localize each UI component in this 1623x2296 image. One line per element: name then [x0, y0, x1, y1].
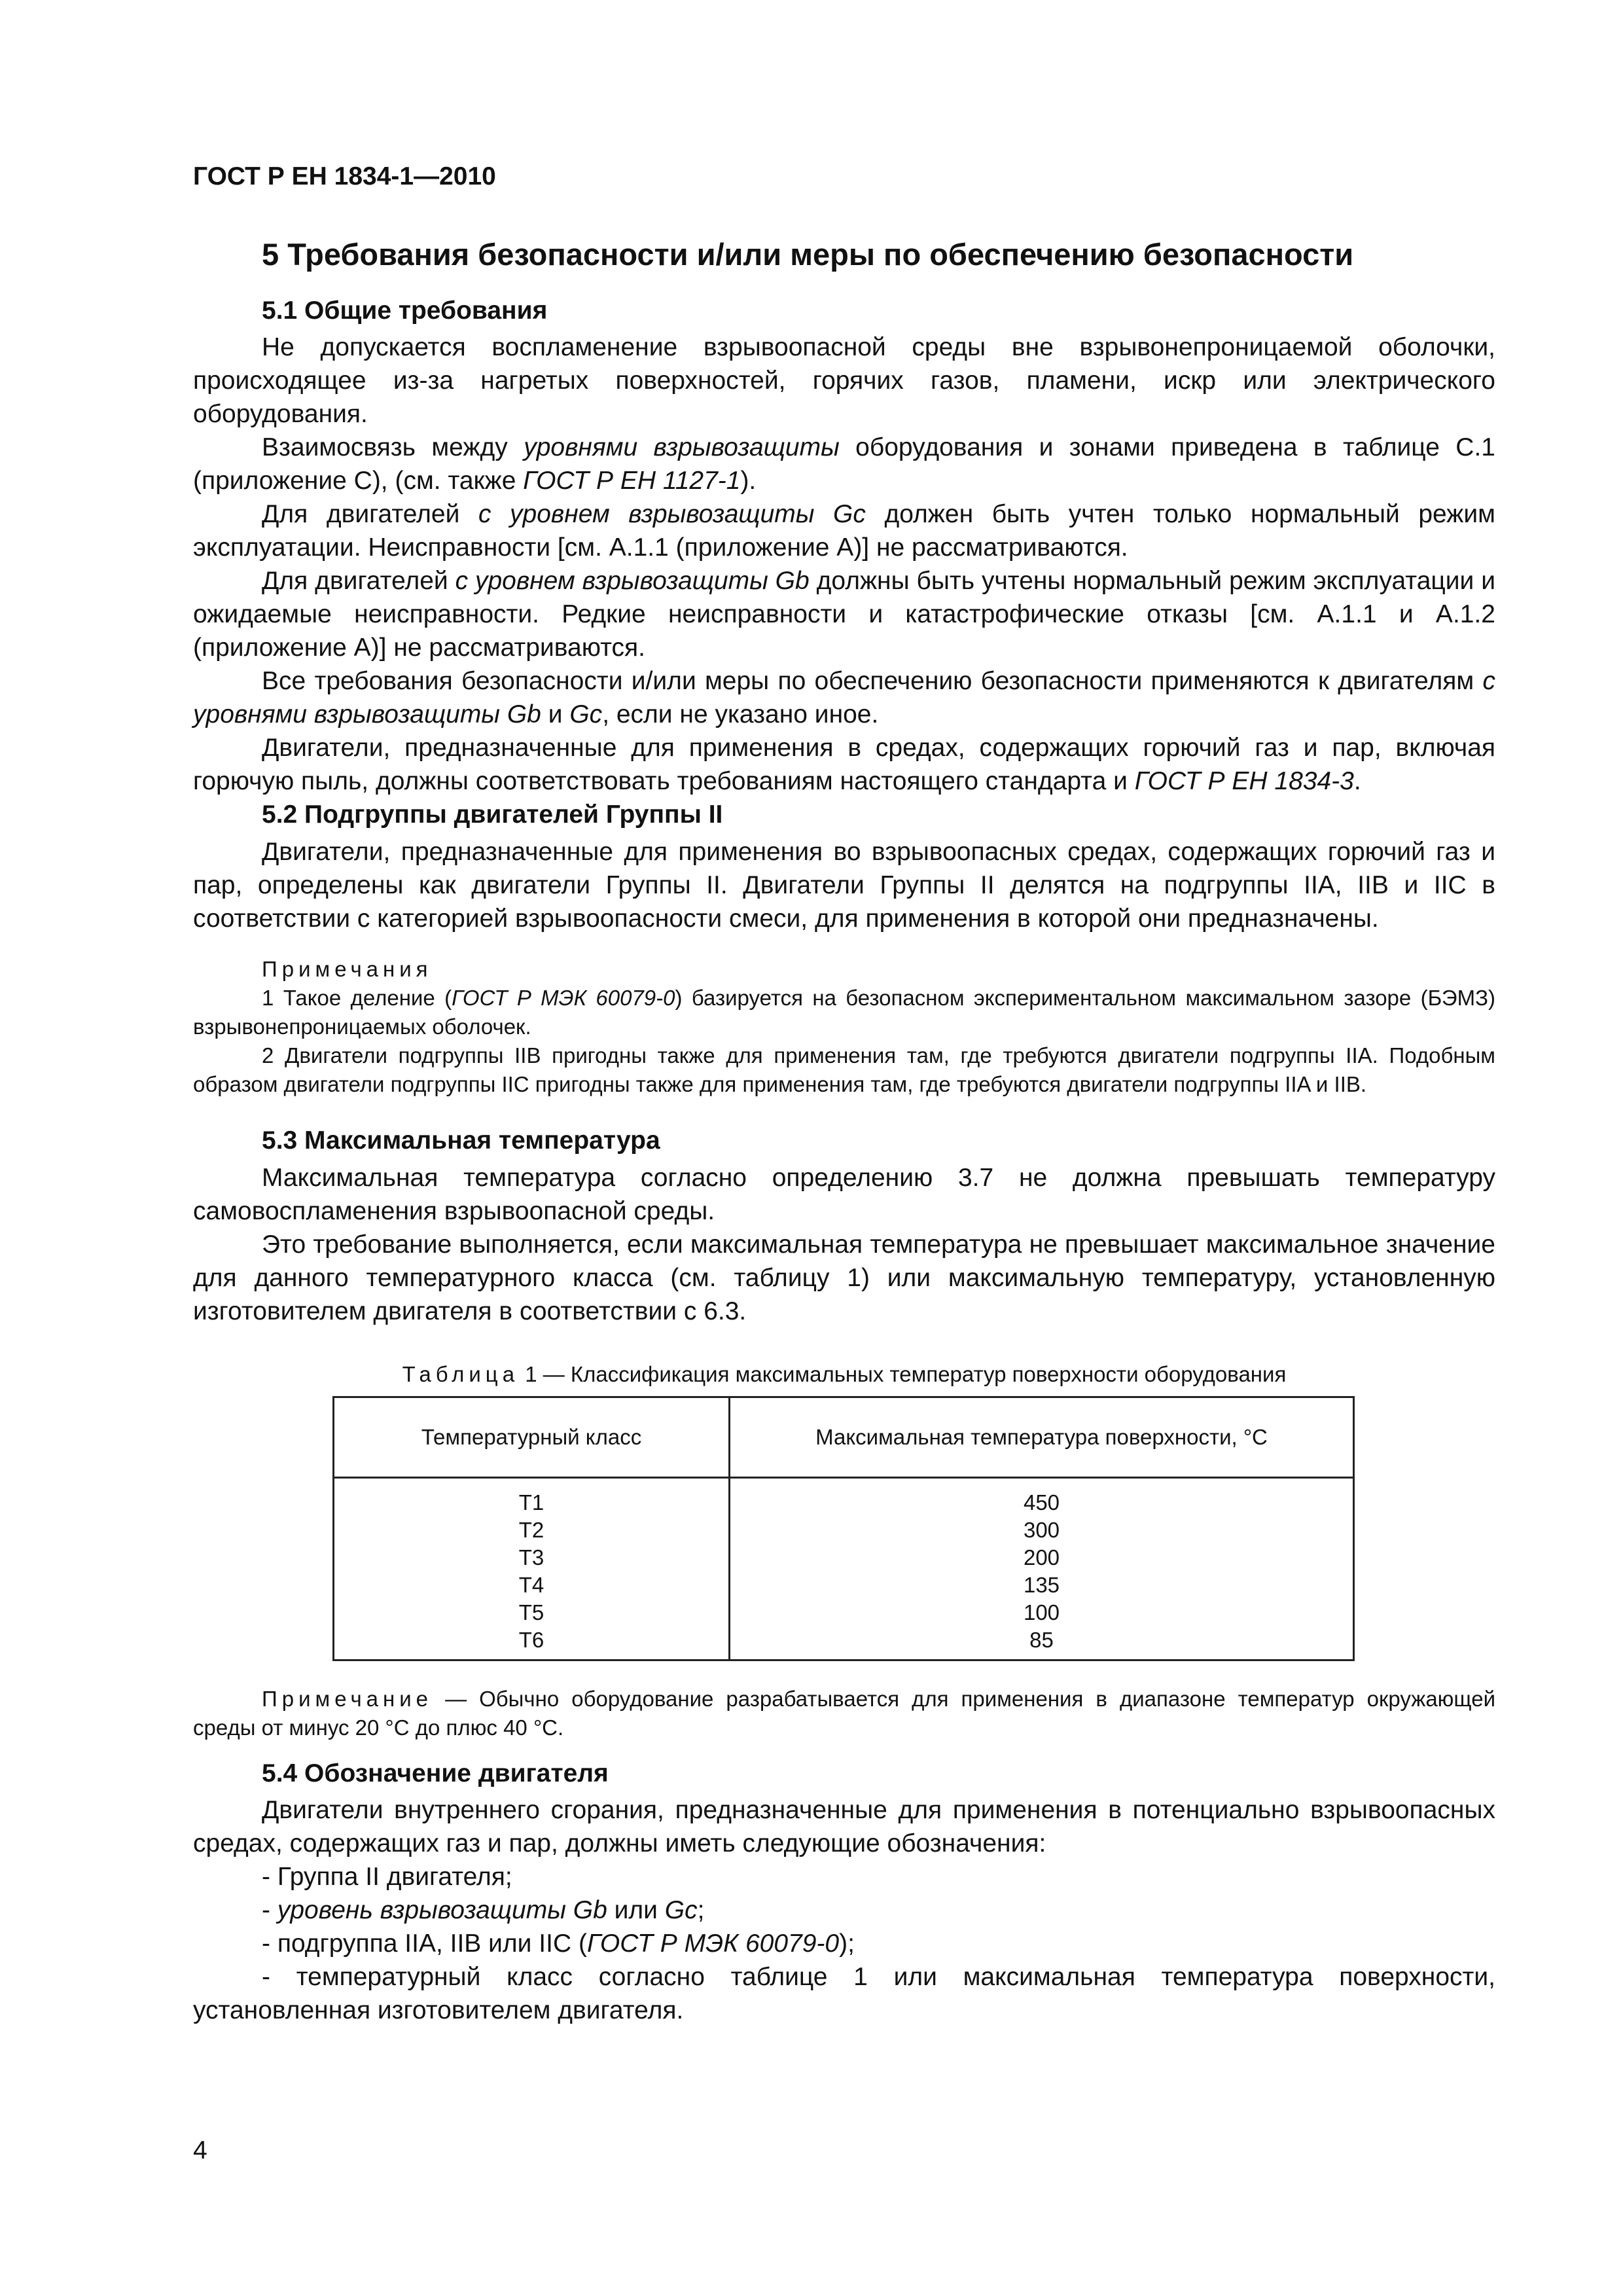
note-item: 1 Такое деление (ГОСТ Р МЭК 60079-0) базируется на безопасном экспериментальном максимальном зазоре (БЭМЗ) взрывонепроницаемых оболочек.: [193, 986, 1496, 1039]
reference: ГОСТ Р МЭК 60079-0: [586, 1929, 840, 1958]
document-header: ГОСТ Р ЕН 1834-1—2010: [193, 162, 496, 190]
emphasis: Gc: [664, 1896, 698, 1925]
table-cell: Т3: [334, 1544, 730, 1571]
paragraph: Для двигателей с уровнем взрывозащиты Gb должны быть учтены нормальный режим эксплуатации и ожидаемые неисправности. Редкие неисправности и катастрофические отказы [см. А.1.1 и А.1.2 (приложение А)] не рассматриваются.: [193, 567, 1495, 662]
list-item: - подгруппа IIA, IIB или IIC (ГОСТ Р МЭК 60079-0);: [262, 1929, 855, 1958]
paragraph: Для двигателей с уровнем взрывозащиты Gc должен быть учтен только нормальный режим эксплуатации. Неисправности [см. А.1.1 (приложение А)] не рассматриваются.: [193, 500, 1495, 562]
page-number: 4: [193, 2136, 207, 2164]
table-row: [334, 1477, 1354, 1516]
table-cell: Т1: [334, 1477, 730, 1516]
table-cell: Т6: [334, 1626, 730, 1660]
table-header-row: [334, 1397, 1354, 1477]
designation-list: [193, 1860, 1495, 2027]
table-row: [334, 1571, 1354, 1599]
table-cell: 135: [730, 1571, 1354, 1599]
document-body: [193, 236, 1495, 2027]
emphasis: с уровнем взрывозащиты Gc: [478, 500, 866, 529]
table-row: [334, 1544, 1354, 1571]
table-cell: 100: [730, 1599, 1354, 1626]
table-cell: Т4: [334, 1571, 730, 1599]
table-cell: Т5: [334, 1599, 730, 1626]
paragraph: Все требования безопасности и/или меры по обеспечению безопасности применяются к двигателям с уровнями взрывозащиты Gb и Gc, если не указано иное.: [193, 667, 1495, 729]
table-caption: Таблица 1 — Классификация максимальных температур поверхности оборудования: [402, 1361, 1287, 1386]
table-cell: 300: [730, 1516, 1354, 1544]
note-item: 2 Двигатели подгруппы IIB пригодны также для применения там, где требуются двигатели подгруппы IIA. Подобным образом двигатели подгруппы IIC пригодны также для применения там, где требуются двигатели подгруппы IIA и IIB.: [193, 1043, 1495, 1097]
table-cell: Т2: [334, 1516, 730, 1544]
table-row: [334, 1626, 1354, 1660]
paragraph: Взаимосвязь между уровнями взрывозащиты оборудования и зонами приведена в таблице С.1 (приложение С), (см. также ГОСТ Р ЕН 1127-1).: [193, 433, 1495, 495]
list-item: - температурный класс согласно таблице 1 или максимальная температура поверхности, установленная изготовителем двигателя.: [193, 1963, 1495, 2025]
paragraph: Не допускается воспламенение взрывоопасной среды вне взрывонепроницаемой оболочки, происходящее из-за нагретых поверхностей, горячих газов, пламени, искр или электрического оборудования.: [193, 333, 1495, 429]
table-cell: 450: [730, 1477, 1354, 1516]
section-5-title: 5 Требования безопасности и/или меры по обеспечению безопасности: [262, 237, 1354, 272]
emphasis: с уровнями взрывозащиты Gb: [193, 667, 1495, 729]
paragraph: Двигатели внутреннего сгорания, предназначенные для применения в потенциально взрывоопасных средах, содержащих газ и пар, должны иметь следующие обозначения:: [193, 1796, 1495, 1858]
reference: ГОСТ Р ЕН 1127-1: [523, 467, 741, 495]
table-row: [334, 1516, 1354, 1544]
table-row: [334, 1599, 1354, 1626]
paragraph: Двигатели, предназначенные для применения в средах, содержащих горючий газ и пар, включая горючую пыль, должны соответствовать требованиям настоящего стандарта и ГОСТ Р ЕН 1834-3.: [193, 734, 1495, 796]
emphasis: уровнями взрывозащиты: [524, 433, 840, 462]
paragraph: Двигатели, предназначенные для применения во взрывоопасных средах, содержащих горючий газ и пар, определены как двигатели Группы II. Двигатели Группы II делятся на подгруппы IIA, IIB и IIC в соответствии с категорией взрывоопасности смеси, для применения в которой они предназначены.: [193, 838, 1495, 933]
emphasis: Gc: [569, 700, 603, 729]
list-item: - уровень взрывозащиты Gb или Gc;: [262, 1896, 705, 1925]
subsection-5-3-title: 5.3 Максимальная температура: [262, 1126, 660, 1155]
list-item: - Группа II двигателя;: [262, 1863, 512, 1892]
paragraph: Максимальная температура согласно определению 3.7 не должна превышать температуру самовоспламенения взрывоопасной среды.: [193, 1163, 1495, 1225]
subsection-5-1-title: 5.1 Общие требования: [262, 296, 548, 325]
table-header-cell: Температурный класс: [334, 1397, 730, 1477]
emphasis: с уровнем взрывозащиты Gb: [455, 567, 810, 596]
table-header-cell: Максимальная температура поверхности, °С: [730, 1397, 1354, 1477]
notes-block: [193, 955, 1495, 1099]
reference: ГОСТ Р ЕН 1834-3: [1134, 767, 1354, 796]
table-note: Примечание — Обычно оборудование разрабатывается для применения в диапазоне температур окружающей среды от минус 20 °С до плюс 40 °С.: [193, 1686, 1495, 1740]
emphasis: уровень взрывозащиты Gb: [277, 1896, 607, 1925]
subsection-5-4-title: 5.4 Обозначение двигателя: [262, 1759, 609, 1787]
reference: ГОСТ Р МЭК 60079-0: [452, 986, 675, 1011]
table-cell: 85: [730, 1626, 1354, 1660]
table-cell: 200: [730, 1544, 1354, 1571]
paragraph: Это требование выполняется, если максимальная температура не превышает максимальное значение для данного температурного класса (см. таблицу 1) или максимальную температуру, установленную изготовителем двигателя в соответствии с 6.3.: [193, 1230, 1495, 1325]
notes-heading: Примечания: [262, 957, 433, 982]
temperature-class-table: [332, 1396, 1355, 1661]
subsection-5-2-title: 5.2 Подгруппы двигателей Группы II: [262, 800, 723, 829]
